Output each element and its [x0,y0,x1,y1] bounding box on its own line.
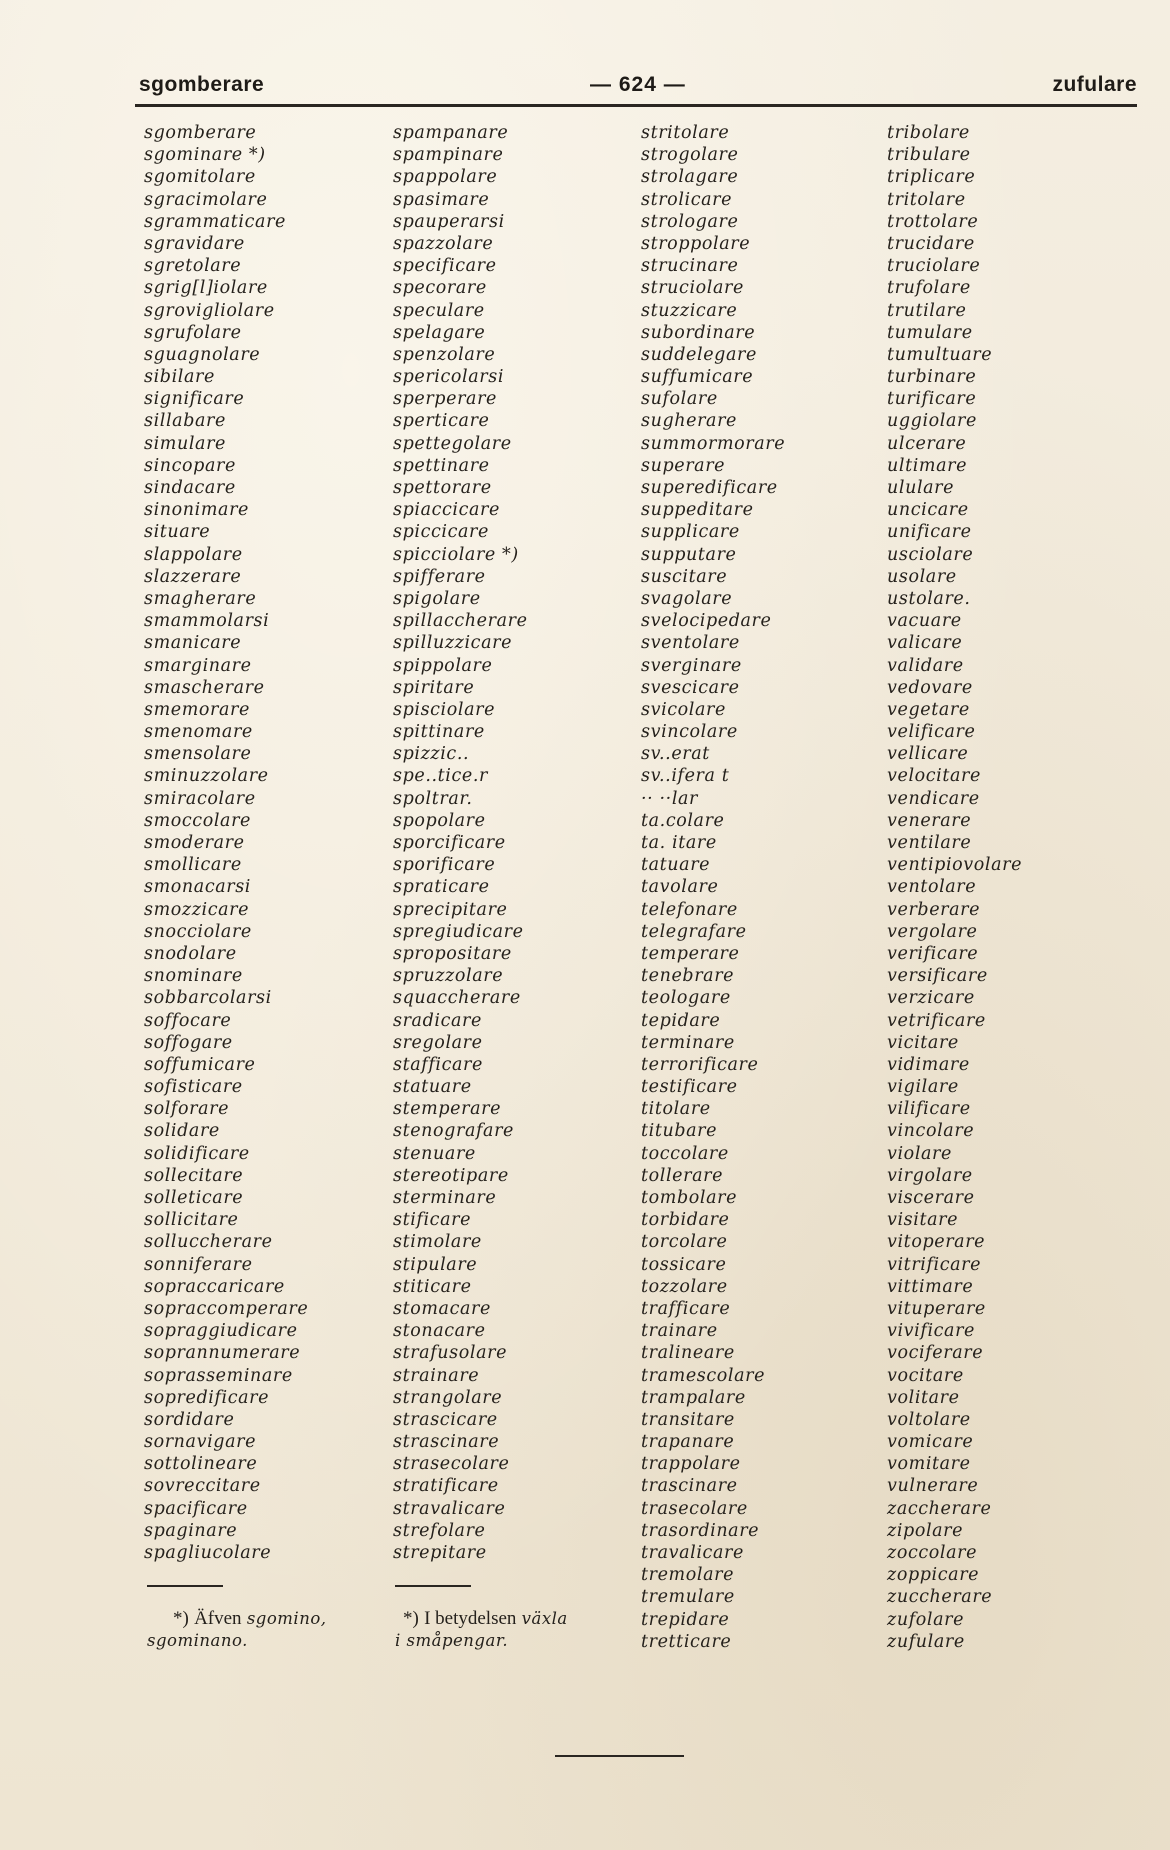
word-entry: spenzolare [393,344,496,365]
word-entry: sordidare [144,1409,235,1430]
word-entry: ta. itare [641,833,717,853]
word-entry: stimolare [393,1232,482,1253]
word-entry: vilificare [887,1099,971,1120]
word-entry: sollicitare [144,1210,239,1231]
word-entry: vincolare [887,1121,975,1142]
word-entry: sv..erat [641,744,710,765]
word-entry: strepitare [393,1543,487,1563]
word-entry: sgrig[l]iolare [144,278,268,299]
footnote-rule [147,1585,223,1587]
word-entry: vomitare [887,1454,971,1475]
word-entry: stipulare [393,1254,478,1275]
running-head-first-word: sgomberare [139,73,265,96]
word-entry: spampanare [393,123,509,143]
word-entry: viscerare [887,1188,975,1208]
word-entry: smenomare [144,722,253,743]
word-entry: spopolare [393,810,486,831]
word-entry: trottolare [887,211,979,232]
word-entry: stificare [393,1210,472,1231]
word-entry: spelagare [393,322,486,343]
word-entry: tramescolare [641,1365,766,1386]
word-entry: vitrificare [887,1254,982,1275]
word-entry: stenuare [393,1143,476,1164]
word-entry: spraticare [393,877,490,898]
entry-column [144,122,308,1564]
word-entry: specorare [393,278,487,299]
word-entry: vittimare [887,1276,974,1297]
word-entry: voltolare [887,1409,971,1430]
word-entry: spropositare [393,943,512,964]
header-rule [135,104,1137,107]
word-entry: solidificare [144,1143,250,1164]
word-entry: sillabare [144,411,226,432]
word-entry: stravalicare [393,1498,506,1519]
bottom-rule [555,1755,684,1757]
word-entry: strascinare [393,1432,500,1453]
word-entry: zaccherare [887,1498,992,1519]
word-entry: smensolare [144,744,252,765]
word-entry: svescicare [641,677,740,698]
word-entry: smammolarsi [144,611,270,632]
word-entry: spoltrar. [393,788,473,809]
word-entry: soprannumerare [144,1343,301,1364]
word-entry: usciolare [887,544,974,565]
word-entry: smollicare [144,855,242,876]
word-entry: turificare [887,389,977,410]
word-entry: solluccherare [144,1232,273,1253]
word-entry: triplicare [887,167,976,188]
word-entry: stonacare [393,1321,486,1342]
word-entry: virgolare [887,1165,973,1186]
word-entry: zuccherare [887,1587,993,1608]
word-entry: trasecolare [641,1498,748,1519]
word-entry: sgravidare [144,233,245,254]
word-entry: sottolineare [144,1454,258,1475]
word-entry: supplicare [641,522,740,543]
word-entry: sibilare [144,367,215,388]
word-entry: squaccherare [393,988,521,1009]
word-entry: snocciolare [144,921,252,942]
word-entry: verzicare [887,988,975,1009]
word-entry: spericolarsi [393,367,505,388]
word-entry: smiracolare [144,788,256,809]
word-entry: valicare [887,633,963,654]
word-entry: spippolare [393,655,493,676]
word-entry: strucinare [641,256,739,277]
word-entry: trainare [641,1321,718,1342]
word-entry: specificare [393,256,497,277]
word-entry: stemperare [393,1099,502,1120]
word-entry: turbinare [887,367,977,388]
word-entry: stomacare [393,1298,491,1319]
word-entry: temperare [641,943,740,964]
word-entry: spettegolare [393,433,512,454]
word-entry: spasimare [393,189,490,210]
page-number: — 624 — [590,73,686,96]
word-entry: solidare [144,1121,220,1142]
word-entry: spittinare [393,722,485,743]
word-entry: terminare [641,1032,735,1053]
word-entry: smanicare [144,633,242,654]
word-entry: ta.colare [641,810,725,831]
word-entry: spiccicare [393,522,489,543]
word-entry: snominare [144,966,243,987]
word-entry: titolare [641,1099,711,1120]
word-entry: tollerare [641,1165,724,1186]
word-entry: soffogare [144,1032,233,1053]
word-entry: validare [887,655,964,676]
running-head-last-word: zufulare [1052,73,1137,96]
word-entry: toccolare [641,1143,729,1164]
word-entry: sterminare [393,1188,497,1208]
word-entry: sincopare [144,455,236,476]
word-entry: violare [887,1143,952,1164]
word-entry: sugherare [641,411,738,432]
word-entry: vociferare [887,1343,984,1364]
word-entry: tatuare [641,855,711,876]
word-entry: strologare [641,211,739,232]
word-entry: spettorare [393,478,492,498]
word-entry: sgretolare [144,256,242,277]
word-entry: tribulare [887,145,971,166]
word-entry: smonacarsi [144,877,251,898]
word-entry: sventolare [641,633,740,654]
word-entry: snodolare [144,943,237,964]
word-entry: suppeditare [641,500,754,521]
word-entry: sgomitolare [144,167,256,188]
word-entry: sporificare [393,855,496,876]
word-entry: sguagnolare [144,344,261,365]
word-entry: slazzerare [144,566,242,587]
word-entry: sprecipitare [393,899,508,920]
word-entry: spisciolare [393,699,496,720]
word-entry: svincolare [641,722,738,743]
word-entry: speculare [393,300,485,321]
word-entry: versificare [887,966,988,987]
word-entry: spiaccicare [393,500,500,521]
word-entry: zufolare [887,1609,965,1630]
word-entry: spacificare [144,1498,248,1519]
word-entry: stiticare [393,1276,472,1297]
word-entry: ventipiovolare [887,855,1023,876]
word-entry: velocitare [887,766,981,787]
word-entry: tretticare [641,1631,732,1652]
word-entry: spe..tice.r [393,766,488,787]
word-entry: soprasseminare [144,1365,293,1386]
word-entry: svelocipedare [641,611,772,632]
word-entry: simulare [144,433,226,454]
word-entry: sv..ifera t [641,766,730,787]
word-entry: ululare [887,478,955,498]
word-entry: spruzzolare [393,966,504,987]
word-entry: torbidare [641,1210,730,1231]
word-entry: sopraccomperare [144,1298,309,1319]
word-entry: stereotipare [393,1165,509,1186]
word-entry: smarginare [144,655,252,676]
word-entry: tossicare [641,1254,727,1275]
word-entry: strafusolare [393,1343,508,1364]
footnote-continuation: i småpengar. [395,1631,509,1650]
footnote-1 [173,1608,327,1630]
word-entry: tritolare [887,189,966,210]
word-entry: stritolare [641,123,730,143]
word-entry: torcolare [641,1232,728,1253]
entry-column [641,122,785,1653]
word-entry: soffumicare [144,1054,256,1075]
word-entry: smascherare [144,677,265,698]
entry-column [887,122,1022,1653]
word-entry: tenebrare [641,966,735,987]
word-entry: struciolare [641,278,744,299]
word-entry: trutilare [887,300,967,321]
word-entry: trasordinare [641,1520,760,1541]
word-entry: significare [144,389,245,410]
word-entry: smemorare [144,699,250,720]
word-entry: sgominare *) [144,145,266,166]
word-entry: spicciolare *) [393,544,519,565]
word-entry: superare [641,455,726,476]
word-entry: uggiolare [887,411,977,432]
word-entry: sporcificare [393,833,506,853]
word-entry: sofisticare [144,1077,243,1098]
word-entry: vacuare [887,611,962,632]
word-entry: strogolare [641,145,739,166]
word-entry: ventolare [887,877,977,898]
word-entry: trampalare [641,1387,746,1408]
word-entry: ustolare. [887,588,971,609]
word-entry: suffumicare [641,367,754,388]
word-entry: spillaccherare [393,611,528,632]
word-entry: tavolare [641,877,719,898]
word-entry: vocitare [887,1365,964,1386]
word-entry: strasecolare [393,1454,510,1475]
word-entry: terrorificare [641,1054,759,1075]
word-entry: sregolare [393,1032,483,1053]
word-entry: vivificare [887,1321,975,1342]
word-entry: transitare [641,1409,735,1430]
word-entry: verificare [887,943,979,964]
word-entry: trepidare [641,1609,730,1630]
word-entry: strolicare [641,189,733,210]
word-entry: vegetare [887,699,970,720]
word-entry: spampinare [393,145,504,166]
footnote-2-continuation [395,1630,508,1652]
word-entry: zipolare [887,1520,964,1541]
word-entry: tombolare [641,1188,738,1208]
word-entry: travalicare [641,1543,744,1563]
word-entry: sollecitare [144,1165,244,1186]
word-entry: spifferare [393,566,486,587]
word-entry: volitare [887,1387,960,1408]
word-entry: vergolare [887,921,978,942]
word-entry: sovreccitare [144,1476,261,1497]
footnote-marker: *) [173,1608,189,1629]
word-entry: usolare [887,566,957,587]
word-entry: slappolare [144,544,243,565]
word-entry: verberare [887,899,981,920]
word-entry: vedovare [887,677,973,698]
word-entry: telefonare [641,899,738,920]
word-entry: sgrammaticare [144,211,286,232]
word-entry: venerare [887,810,972,831]
word-entry: ·· ··lar [641,788,699,809]
word-entry: spaginare [144,1520,238,1541]
word-entry: smoccolare [144,810,252,831]
word-entry: sgrufolare [144,322,242,343]
word-entry: sradicare [393,1010,482,1031]
word-entry: sminuzzolare [144,766,269,787]
word-entry: zoppicare [887,1565,980,1586]
word-entry: solforare [144,1099,230,1120]
word-entry: vituperare [887,1298,986,1319]
word-entry: sufolare [641,389,718,410]
word-entry: tremolare [641,1565,735,1586]
word-entry: strolagare [641,167,739,188]
word-entry: sperperare [393,389,497,410]
word-entry: ultimare [887,455,968,476]
word-entry: trappolare [641,1454,741,1475]
word-entry: vomicare [887,1432,974,1453]
word-entry: summormorare [641,433,786,454]
word-entry: statuare [393,1077,472,1098]
word-entry: vellicare [887,744,969,765]
word-entry: titubare [641,1121,718,1142]
word-entry: stratificare [393,1476,499,1497]
footnote-1-continuation [147,1630,248,1652]
footnote-term: sgomino, [246,1609,327,1628]
word-entry: sornavigare [144,1432,257,1453]
footnote-term: växla [521,1609,568,1628]
word-entry: sgrovigliolare [144,300,275,321]
word-entry: svagolare [641,588,733,609]
word-entry: spizzic.. [393,744,470,765]
word-entry: vendicare [887,788,980,809]
word-entry: stroppolare [641,233,751,254]
word-entry: ulcerare [887,433,967,454]
word-entry: spettinare [393,455,490,476]
word-entry: soffocare [144,1010,232,1031]
word-entry: spagliucolare [144,1543,272,1563]
word-entry: situare [144,522,211,543]
word-entry: sinonimare [144,500,250,521]
footnote-rule [395,1585,471,1587]
word-entry: sobbarcolarsi [144,988,272,1009]
word-entry: tremulare [641,1587,735,1608]
word-entry: strainare [393,1365,480,1386]
word-entry: vetrificare [887,1010,986,1031]
word-entry: spilluzzicare [393,633,513,654]
word-entry: stafficare [393,1054,483,1075]
word-entry: subordinare [641,322,756,343]
word-entry: spauperarsi [393,211,505,232]
word-entry: telegrafare [641,921,747,942]
word-entry: trufolare [887,278,971,299]
footnote-continuation: sgominano. [147,1631,248,1650]
word-entry: teologare [641,988,731,1009]
word-entry: tozzolare [641,1276,728,1297]
word-entry: sgomberare [144,123,257,143]
word-entry: spregiudicare [393,921,524,942]
word-entry: visitare [887,1210,959,1231]
word-entry: zoccolare [887,1543,978,1563]
word-entry: strangolare [393,1387,503,1408]
word-entry: spiritare [393,677,475,698]
word-entry: sopraccaricare [144,1276,285,1297]
word-entry: vigilare [887,1077,959,1098]
word-entry: uncicare [887,500,969,521]
word-entry: trascinare [641,1476,738,1497]
word-entry: solleticare [144,1188,244,1208]
word-entry: tumulare [887,322,973,343]
word-entry: spigolare [393,588,481,609]
word-entry: sverginare [641,655,742,676]
word-entry: tribolare [887,123,970,143]
word-entry: vicitare [887,1032,959,1053]
word-entry: strascicare [393,1409,498,1430]
word-entry: strefolare [393,1520,486,1541]
word-entry: smagherare [144,588,257,609]
word-entry: sgracimolare [144,189,268,210]
word-entry: sopredificare [144,1387,270,1408]
word-entry: supputare [641,544,737,565]
word-entry: trafficare [641,1298,731,1319]
word-entry: spazzolare [393,233,494,254]
word-entry: sopraggiudicare [144,1321,298,1342]
footnote-text: I betydelsen [424,1608,517,1629]
footnote-marker: *) [403,1608,419,1629]
word-entry: suscitare [641,566,728,587]
word-entry: svicolare [641,699,726,720]
word-entry: sperticare [393,411,490,432]
word-entry: vulnerare [887,1476,979,1497]
word-entry: unificare [887,522,972,543]
entry-column [393,122,528,1564]
word-entry: sonniferare [144,1254,253,1275]
word-entry: vidimare [887,1054,970,1075]
word-entry: smoderare [144,833,245,853]
footnote-2 [403,1608,568,1630]
word-entry: ventilare [887,833,972,853]
footnote-text: Äfven [194,1608,242,1629]
word-entry: trucidare [887,233,975,254]
word-entry: suddelegare [641,344,757,365]
word-entry: stuzzicare [641,300,738,321]
word-entry: trapanare [641,1432,735,1453]
word-entry: zufulare [887,1631,965,1652]
word-entry: truciolare [887,256,981,277]
word-entry: superedificare [641,478,778,498]
word-entry: smozzicare [144,899,250,920]
word-entry: vitoperare [887,1232,986,1253]
word-entry: sindacare [144,478,236,498]
word-entry: tepidare [641,1010,721,1031]
word-entry: spappolare [393,167,498,188]
word-entry: velificare [887,722,976,743]
word-entry: testificare [641,1077,738,1098]
word-entry: stenografare [393,1121,515,1142]
word-entry: tumultuare [887,344,993,365]
word-entry: tralineare [641,1343,735,1364]
